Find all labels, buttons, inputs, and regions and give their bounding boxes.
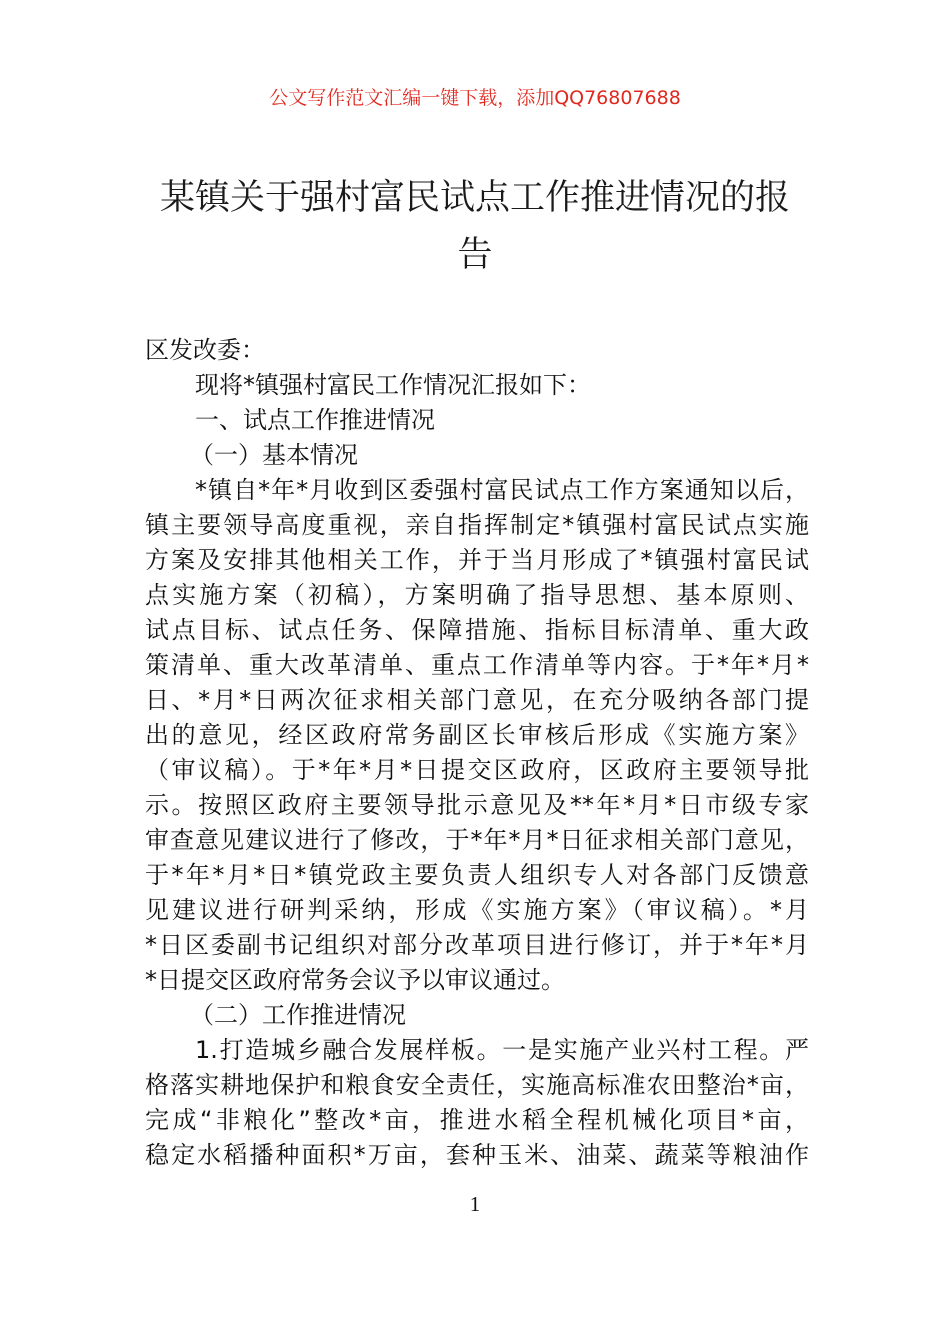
paragraph-line: 点实施方案（初稿），方案明确了指导思想、基本原则、 [145, 581, 809, 609]
paragraph-line: 于*年*月*日*镇党政主要负责人组织专人对各部门反馈意 [145, 861, 809, 889]
intro-paragraph: 现将*镇强村富民工作情况汇报如下： [195, 371, 591, 399]
paragraph-line: 稳定水稻播种面积*万亩，套种玉米、油菜、蔬菜等粮油作 [145, 1141, 809, 1169]
paragraph-line: 日、*月*日两次征求相关部门意见，在充分吸纳各部门提 [145, 686, 809, 714]
document-body [145, 333, 809, 1173]
paragraph-line: 1.打造城乡融合发展样板。一是实施产业兴村工程。严 [195, 1036, 809, 1064]
paragraph-line: 格落实耕地保护和粮食安全责任，实施高标准农田整治*亩， [145, 1071, 809, 1099]
paragraph-line-last: *日提交区政府常务会议予以审议通过。 [145, 966, 565, 994]
subsection-heading-basic: （一）基本情况 [190, 441, 358, 469]
paragraph-line: *镇自*年*月收到区委强村富民试点工作方案通知以后， [195, 476, 809, 504]
paragraph-line: 方案及安排其他相关工作，并于当月形成了*镇强村富民试 [145, 546, 809, 574]
paragraph-line: 镇主要领导高度重视，亲自指挥制定*镇强村富民试点实施 [145, 511, 809, 539]
paragraph-line: 示。按照区政府主要领导批示意见及**年*月*日市级专家 [145, 791, 809, 819]
paragraph-line: 策清单、重大改革清单、重点工作清单等内容。于*年*月* [145, 651, 809, 679]
subsection-heading-progress: （二）工作推进情况 [190, 1001, 406, 1029]
paragraph-line: 完成“非粮化”整改*亩，推进水稻全程机械化项目*亩， [145, 1106, 809, 1134]
salutation: 区发改委： [145, 336, 265, 364]
paragraph-line: 出的意见，经区政府常务副区长审核后形成《实施方案》 [145, 721, 809, 749]
document-title [145, 170, 805, 284]
title-line-2: 告 [457, 235, 493, 275]
title-line-1: 某镇关于强村富民试点工作推进情况的报 [159, 178, 790, 218]
paragraph-line: （审议稿）。于*年*月*日提交区政府，区政府主要领导批 [145, 756, 809, 784]
paragraph-line: *日区委副书记组织对部分改革项目进行修订，并于*年*月 [145, 931, 809, 959]
paragraph-line: 试点目标、试点任务、保障措施、指标目标清单、重大政 [145, 616, 809, 644]
paragraph-line: 见建议进行研判采纳，形成《实施方案》（审议稿）。*月 [145, 896, 809, 924]
section-heading-1: 一、试点工作推进情况 [195, 406, 435, 434]
download-banner: 公文写作范文汇编一键下载，添加QQ76807688 [269, 87, 681, 109]
paragraph-line: 审查意见建议进行了修改，于*年*月*日征求相关部门意见， [145, 826, 809, 854]
page-number: 1 [469, 1192, 481, 1216]
